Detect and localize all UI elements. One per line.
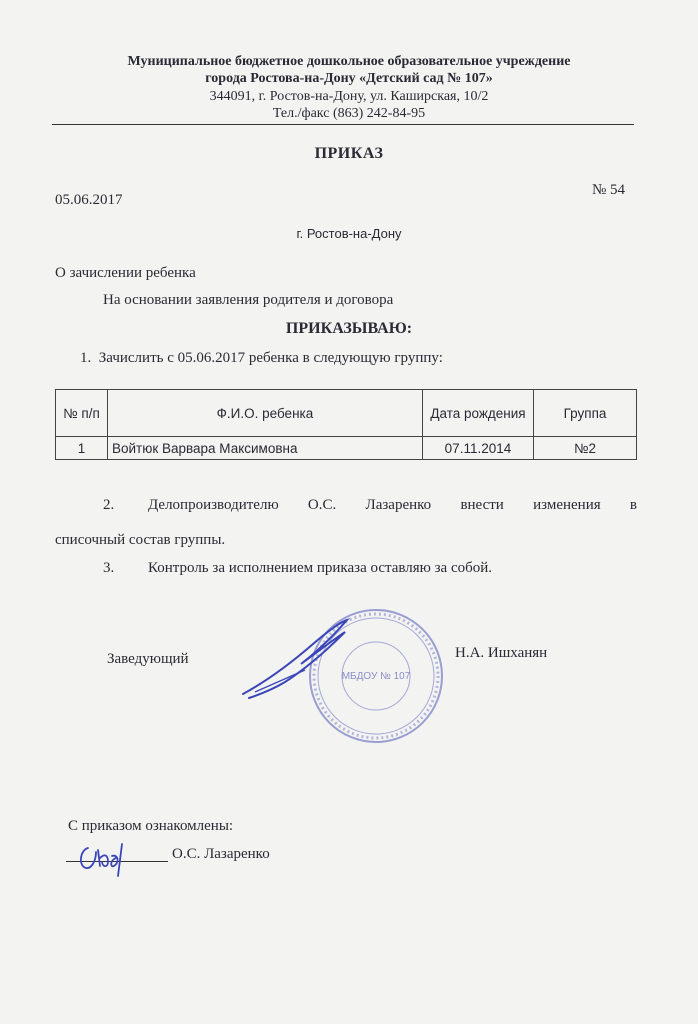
signer-position: Заведующий	[107, 651, 189, 667]
item-text: Делопроизводителю О.С. Лазаренко внести изменения в	[148, 497, 637, 513]
header-divider	[52, 124, 634, 125]
header-name: Ф.И.О. ребенка	[107, 390, 422, 437]
signer-name: Н.А. Ишханян	[455, 645, 548, 661]
document-subject: О зачислении ребенка	[55, 265, 196, 281]
acknowledgement-label: С приказом ознакомлены:	[68, 818, 234, 834]
org-phone: Тел./факс (863) 242-84-95	[272, 106, 426, 121]
acknowledged-name: О.С. Лазаренко	[172, 846, 270, 862]
seal-text: МБДОУ № 107	[341, 671, 411, 682]
cell-birth: 07.11.2014	[422, 437, 533, 460]
item-text: Контроль за исполнением приказа оставляю за собой.	[148, 560, 493, 576]
order-item-2-continuation: списочный состав группы.	[55, 532, 226, 548]
document-basis: На основании заявления родителя и договора	[103, 292, 394, 308]
item-number: 3.	[103, 560, 115, 576]
header-group: Группа	[534, 390, 637, 437]
header-num: № п/п	[56, 390, 108, 437]
cell-name: Войтюк Варвара Максимовна	[107, 437, 422, 460]
item-number: 1.	[80, 350, 92, 366]
document-number: № 54	[592, 182, 626, 198]
order-item-2	[103, 497, 637, 514]
item-number: 2.	[103, 497, 115, 513]
header-birth: Дата рождения	[422, 390, 533, 437]
document-city: г. Ростов-на-Дону	[296, 226, 402, 241]
employee-signature	[72, 836, 142, 878]
org-name-line1: Муниципальное бюджетное дошкольное образовательное учреждение	[127, 54, 571, 69]
item-text: Зачислить с 05.06.2017 ребенка в следующую группу:	[98, 350, 443, 366]
document-date: 05.06.2017	[55, 192, 123, 208]
group-table	[55, 389, 637, 460]
table-header-row	[56, 390, 637, 437]
org-name-line2: города Ростова-на-Дону «Детский сад № 107»	[205, 71, 493, 86]
cell-num: 1	[56, 437, 108, 460]
document-title: ПРИКАЗ	[314, 145, 384, 162]
order-heading: ПРИКАЗЫВАЮ:	[285, 320, 413, 337]
director-signature	[235, 612, 355, 702]
order-item-1	[80, 350, 443, 367]
org-address: 344091, г. Ростов-на-Дону, ул. Каширская, 10/2	[209, 89, 489, 104]
cell-group: №2	[534, 437, 637, 460]
table-row	[56, 437, 637, 460]
order-item-3	[103, 560, 492, 577]
